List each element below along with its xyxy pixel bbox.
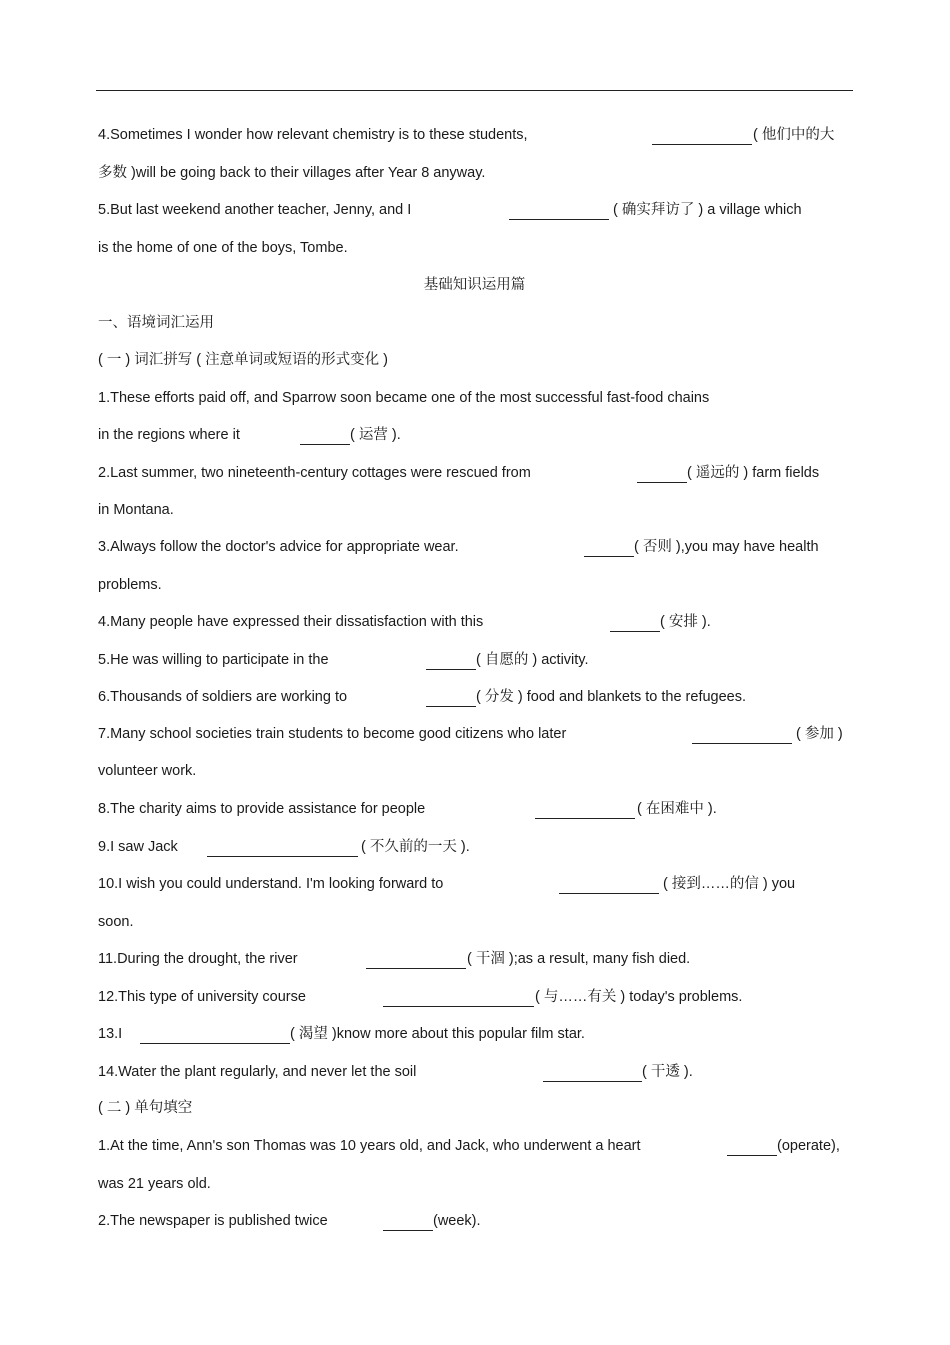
hint-text: ( 否则 ),you may have health bbox=[634, 539, 819, 555]
question-line: problems. bbox=[98, 577, 162, 593]
answer-blank[interactable] bbox=[426, 706, 476, 707]
question-line: 8.The charity aims to provide assistance for people bbox=[98, 801, 426, 817]
answer-blank[interactable] bbox=[584, 556, 634, 557]
hint-text: ( 遥远的 ) farm fields bbox=[687, 465, 820, 481]
hint-text: ( 运营 ). bbox=[350, 427, 401, 443]
answer-blank[interactable] bbox=[207, 856, 358, 857]
hint-text: ( 确实拜访了 ) a village which bbox=[613, 202, 802, 218]
answer-blank[interactable] bbox=[559, 893, 659, 894]
section-heading: 一、语境词汇运用 bbox=[98, 315, 214, 331]
answer-blank[interactable] bbox=[543, 1081, 642, 1082]
hint-text: ( 参加 ) bbox=[796, 726, 843, 742]
hint-text: ( 不久前的一天 ). bbox=[361, 839, 470, 855]
answer-blank[interactable] bbox=[426, 669, 476, 670]
hint-text: ( 渴望 )know more about this popular film star. bbox=[290, 1026, 585, 1042]
question-line: 4.Sometimes I wonder how relevant chemistry is to these students, bbox=[98, 127, 528, 143]
hint-text: ( 分发 ) food and blankets to the refugees. bbox=[476, 689, 747, 705]
answer-blank[interactable] bbox=[366, 968, 466, 969]
hint-text: ( 干透 ). bbox=[642, 1064, 693, 1080]
question-line: is the home of one of the boys, Tombe. bbox=[98, 240, 348, 256]
question-line: was 21 years old. bbox=[98, 1176, 211, 1192]
hint-text: ( 接到……的信 ) you bbox=[663, 876, 796, 892]
answer-blank[interactable] bbox=[300, 444, 350, 445]
answer-blank[interactable] bbox=[652, 144, 752, 145]
question-line: volunteer work. bbox=[98, 763, 197, 779]
question-line: 1.These efforts paid off, and Sparrow soon became one of the most successful fast-food chains bbox=[98, 390, 710, 406]
question-line: in Montana. bbox=[98, 502, 174, 518]
question-line: 5.But last weekend another teacher, Jenny, and I bbox=[98, 202, 412, 218]
question-line: 10.I wish you could understand. I'm looking forward to bbox=[98, 876, 444, 892]
hint-text: (operate), bbox=[777, 1138, 840, 1154]
hint-text: ( 他们中的大 bbox=[753, 127, 835, 143]
answer-blank[interactable] bbox=[383, 1230, 433, 1231]
question-line: 4.Many people have expressed their dissatisfaction with this bbox=[98, 614, 484, 630]
hint-text: ( 与……有关 ) today's problems. bbox=[535, 989, 743, 1005]
header-rule bbox=[96, 90, 853, 91]
answer-blank[interactable] bbox=[383, 1006, 534, 1007]
question-line: 6.Thousands of soldiers are working to bbox=[98, 689, 348, 705]
section-title: 基础知识运用篇 bbox=[423, 277, 526, 293]
question-line: 14.Water the plant regularly, and never let the soil bbox=[98, 1064, 417, 1080]
answer-blank[interactable] bbox=[140, 1043, 290, 1044]
question-line: soon. bbox=[98, 914, 134, 930]
question-line: 2.Last summer, two nineteenth-century cottages were rescued from bbox=[98, 465, 531, 481]
question-line: 9.I saw Jack bbox=[98, 839, 178, 855]
answer-blank[interactable] bbox=[509, 219, 609, 220]
question-line: 3.Always follow the doctor's advice for appropriate wear. bbox=[98, 539, 459, 555]
answer-blank[interactable] bbox=[535, 818, 635, 819]
hint-text: ( 干涸 );as a result, many fish died. bbox=[467, 951, 691, 967]
hint-text: ( 自愿的 ) activity. bbox=[476, 652, 589, 668]
hint-text: (week). bbox=[433, 1213, 481, 1229]
answer-blank[interactable] bbox=[610, 631, 660, 632]
question-line: 1.At the time, Ann's son Thomas was 10 years old, and Jack, who underwent a heart bbox=[98, 1138, 641, 1154]
hint-text: ( 在困难中 ). bbox=[637, 801, 717, 817]
question-line: in the regions where it bbox=[98, 427, 240, 443]
question-line: 多数 )will be going back to their villages after Year 8 anyway. bbox=[98, 165, 486, 181]
subsection-heading: ( 一 ) 词汇拼写 ( 注意单词或短语的形式变化 ) bbox=[98, 352, 388, 368]
question-line: 11.During the drought, the river bbox=[98, 951, 298, 967]
question-line: 12.This type of university course bbox=[98, 989, 306, 1005]
question-line: 5.He was willing to participate in the bbox=[98, 652, 329, 668]
answer-blank[interactable] bbox=[727, 1155, 777, 1156]
answer-blank[interactable] bbox=[692, 743, 792, 744]
question-line: 7.Many school societies train students to become good citizens who later bbox=[98, 726, 567, 742]
question-line: 13.I bbox=[98, 1026, 123, 1042]
question-line: 2.The newspaper is published twice bbox=[98, 1213, 328, 1229]
hint-text: ( 安排 ). bbox=[660, 614, 711, 630]
subsection-heading: ( 二 ) 单句填空 bbox=[98, 1100, 193, 1116]
answer-blank[interactable] bbox=[637, 482, 687, 483]
